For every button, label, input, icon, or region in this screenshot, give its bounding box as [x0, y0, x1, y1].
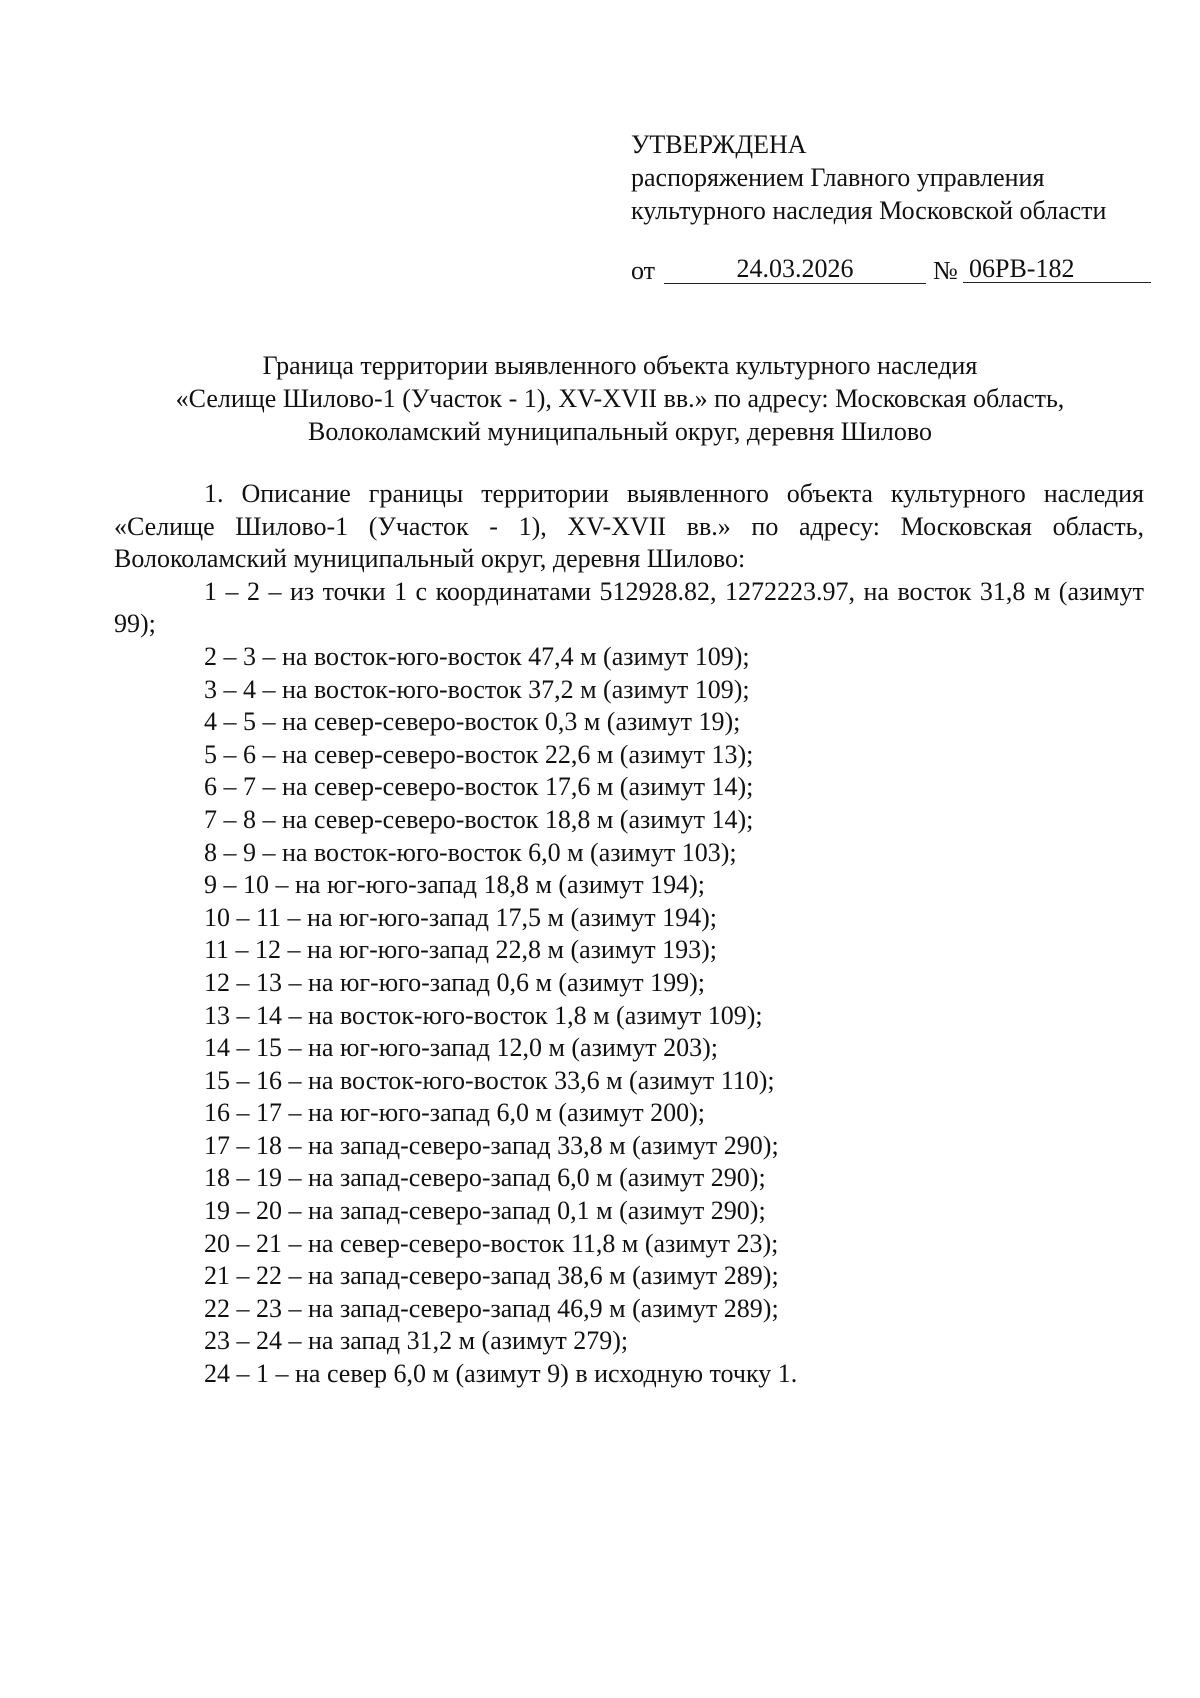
- title-line: Волоколамский муниципальный округ, деревня Шилово: [307, 417, 933, 446]
- order-date-label: от: [631, 256, 656, 285]
- boundary-segment: 8 – 9 – на восток-юго-восток 6,0 м (азимут 103);: [204, 837, 737, 867]
- boundary-segment-list: [114, 641, 1144, 1391]
- approval-block: [631, 128, 1151, 227]
- boundary-segment: 2 – 3 – на восток-юго-восток 47,4 м (азимут 109);: [204, 641, 750, 671]
- boundary-segment: 11 – 12 – на юг-юго-запад 22,8 м (азимут 193);: [204, 935, 718, 965]
- approval-authority-line: культурного наследия Московской области: [631, 196, 1107, 225]
- document-title: [100, 349, 1140, 448]
- boundary-segment: 14 – 15 – на юг-юго-запад 12,0 м (азимут 203);: [204, 1033, 718, 1063]
- boundary-segment: 15 – 16 – на восток-юго-восток 33,6 м (азимут 110);: [204, 1065, 775, 1095]
- boundary-segment: 20 – 21 – на север-северо-восток 11,8 м (азимут 23);: [204, 1228, 779, 1258]
- order-number: 06РВ-182: [963, 253, 1151, 283]
- boundary-segment: 21 – 22 – на запад-северо-запад 38,6 м (азимут 289);: [204, 1261, 779, 1291]
- boundary-segment: 6 – 7 – на север-северо-восток 17,6 м (азимут 14);: [204, 772, 754, 802]
- section-intro: 1. Описание границы территории выявленного объекта культурного наследия «Селище Шилово-1 (Участок - 1), XV-XVII вв.» по адресу: Московская область, Волоколамский муниципальный округ, деревня Шилово:: [114, 479, 1144, 574]
- boundary-segment: 19 – 20 – на запад-северо-запад 0,1 м (азимут 290);: [204, 1196, 766, 1226]
- approval-authority-line: распоряжением Главного управления: [631, 163, 1045, 192]
- boundary-segment: 3 – 4 – на восток-юго-восток 37,2 м (азимут 109);: [204, 674, 750, 704]
- order-number-label: №: [933, 256, 958, 285]
- boundary-segment: 17 – 18 – на запад-северо-запад 33,8 м (азимут 290);: [204, 1130, 779, 1160]
- boundary-segment-first: 1 – 2 – из точки 1 с координатами 512928.82, 1272223.97, на восток 31,8 м (азимут 99);: [114, 576, 1144, 639]
- boundary-segment: 5 – 6 – на север-северо-восток 22,6 м (азимут 13);: [204, 739, 754, 769]
- boundary-segment: 22 – 23 – на запад-северо-запад 46,9 м (азимут 289);: [204, 1293, 779, 1323]
- boundary-description: [114, 478, 1144, 1391]
- approval-heading: УТВЕРЖДЕНА: [631, 130, 807, 159]
- boundary-segment: 4 – 5 – на север-северо-восток 0,3 м (азимут 19);: [204, 707, 741, 737]
- order-date: 24.03.2026: [664, 253, 926, 284]
- boundary-segment: 23 – 24 – на запад 31,2 м (азимут 279);: [204, 1326, 629, 1356]
- boundary-segment: 24 – 1 – на север 6,0 м (азимут 9) в исходную точку 1.: [204, 1359, 798, 1389]
- title-line: Граница территории выявленного объекта культурного наследия: [262, 351, 978, 380]
- boundary-segment: 12 – 13 – на юг-юго-запад 0,6 м (азимут 199);: [204, 967, 705, 997]
- boundary-segment: 13 – 14 – на восток-юго-восток 1,8 м (азимут 109);: [204, 1000, 763, 1030]
- boundary-segment: 9 – 10 – на юг-юго-запад 18,8 м (азимут 194);: [204, 870, 705, 900]
- boundary-segment: 18 – 19 – на запад-северо-запад 6,0 м (азимут 290);: [204, 1163, 766, 1193]
- boundary-segment: 10 – 11 – на юг-юго-запад 17,5 м (азимут 194);: [204, 902, 718, 932]
- order-details: [631, 253, 1151, 289]
- title-line: «Селище Шилово-1 (Участок - 1), XV-XVII вв.» по адресу: Московская область,: [175, 384, 1065, 413]
- boundary-segment: 16 – 17 – на юг-юго-запад 6,0 м (азимут 200);: [204, 1098, 705, 1128]
- boundary-segment: 7 – 8 – на север-северо-восток 18,8 м (азимут 14);: [204, 804, 754, 834]
